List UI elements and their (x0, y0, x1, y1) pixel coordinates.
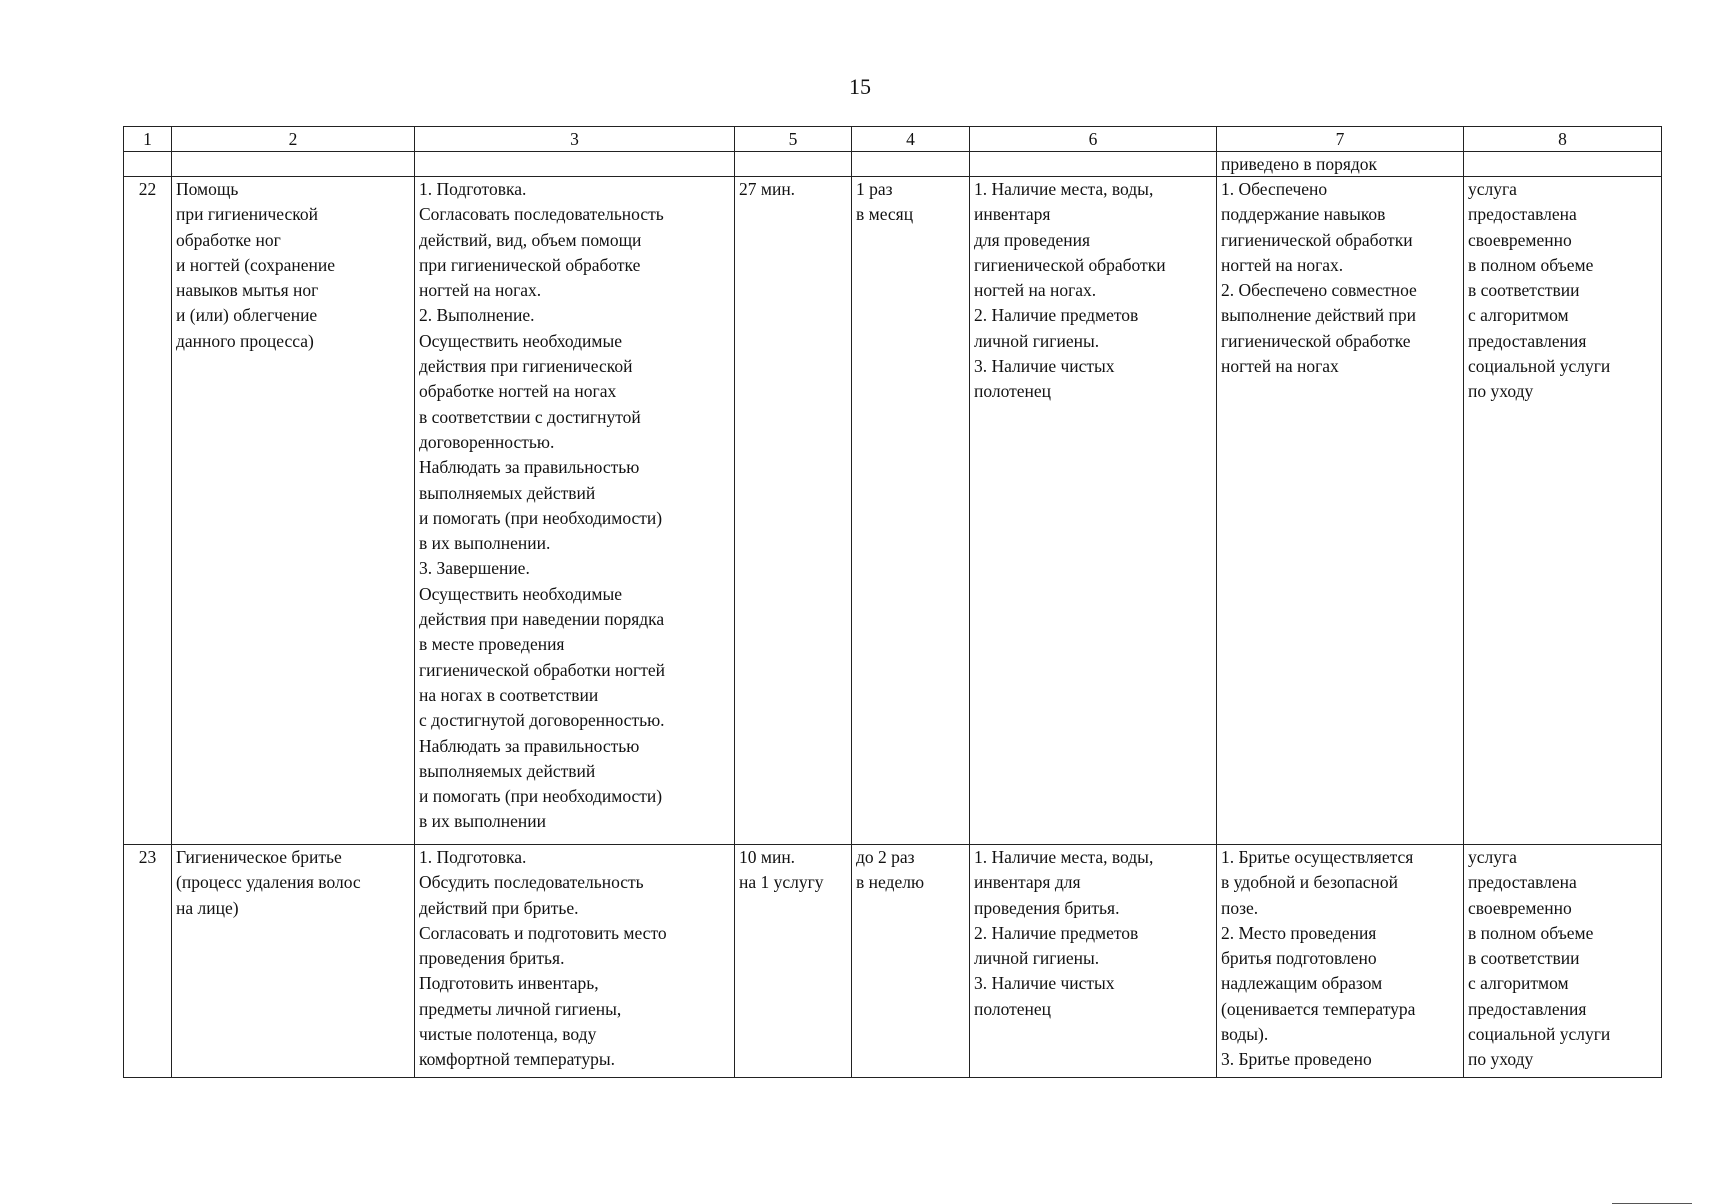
header-cell: 2 (172, 127, 415, 152)
cell-line: в соответствии с достигнутой (419, 406, 641, 427)
cell-line: 1. Обеспечено (1221, 179, 1328, 199)
cell-line: личной гигиены. (974, 330, 1100, 351)
cell-line: данного процесса) (176, 330, 314, 351)
service-results-cell (1217, 177, 1464, 845)
cell-line: ногтей на ногах. (1221, 254, 1344, 275)
cell-line: Осуществить необходимые (419, 583, 622, 604)
cell-line: действия при наведении порядка (419, 609, 665, 630)
cell-line: в полном объеме (1468, 254, 1594, 275)
cell-line: услуга (1468, 847, 1517, 867)
cell-line: 1. Наличие места, воды, (974, 179, 1154, 199)
cell-line: бритья подготовлено (1221, 948, 1377, 969)
header-cell: 3 (415, 127, 735, 152)
cell-line: 1. Бритье осуществляется (1221, 847, 1414, 867)
continuation-row (124, 152, 1662, 177)
cell-line: и помогать (при необходимости) (419, 507, 663, 528)
cell-line: в неделю (856, 872, 925, 893)
page-number: 15 (849, 74, 871, 99)
cell-line: и помогать (при необходимости) (419, 786, 663, 807)
cell-line: поддержание навыков (1221, 204, 1386, 225)
cell-line: 3. Завершение. (419, 558, 530, 579)
cell-line: 27 мин. (739, 179, 796, 199)
continuation-cell (970, 152, 1217, 177)
cell-line: 3. Бритье проведено (1221, 1049, 1372, 1070)
header-cell: 1 (124, 127, 172, 152)
header-cell: 5 (735, 127, 852, 152)
cell-line: 2. Место проведения (1221, 922, 1377, 943)
cell-line: на 1 услугу (739, 872, 824, 893)
cell-line: 3. Наличие чистых (974, 973, 1115, 994)
cell-line: действия при гигиенической (419, 356, 633, 377)
cell-line: 10 мин. (739, 847, 796, 867)
cell-line: Согласовать последовательность (419, 204, 664, 225)
row-number: 22 (124, 177, 172, 845)
cell-line: в месяц (856, 204, 914, 225)
cell-line: и (или) облегчение (176, 305, 318, 326)
cell-line: по уходу (1468, 1049, 1534, 1070)
cell-line: социальной услуги (1468, 1024, 1611, 1045)
cell-line: проведения бритья. (419, 948, 565, 969)
cell-line: в их выполнении. (419, 533, 551, 554)
cell-line: при гигиенической обработке (419, 254, 641, 275)
continuation-cell (172, 152, 415, 177)
table-row (124, 845, 1662, 1078)
row-number: 23 (124, 845, 172, 1078)
cell-line: 2. Выполнение. (419, 305, 535, 326)
service-evaluation-cell (1464, 845, 1662, 1078)
cell-line: предоставлена (1468, 872, 1577, 893)
cell-line: полотенец (974, 381, 1052, 402)
cell-line: в соответствии (1468, 948, 1580, 969)
cell-line: предоставления (1468, 330, 1587, 351)
cell-line: 2. Обеспечено совместное (1221, 280, 1417, 301)
cell-line: Наблюдать за правильностью (419, 735, 640, 756)
cell-line: и ногтей (сохранение (176, 254, 335, 275)
service-frequency-cell (852, 845, 970, 1078)
service-evaluation-cell (1464, 177, 1662, 845)
cell-line: действий, вид, объем помощи (419, 229, 642, 250)
cell-line: надлежащим образом (1221, 973, 1383, 994)
service-time-cell (735, 177, 852, 845)
cell-line: 2. Наличие предметов (974, 305, 1139, 326)
cell-line: проведения бритья. (974, 897, 1120, 918)
cell-line: Осуществить необходимые (419, 330, 622, 351)
cell-line: Наблюдать за правильностью (419, 457, 640, 478)
continuation-cell (735, 152, 852, 177)
cell-line: инвентаря для (974, 872, 1081, 893)
services-table (123, 126, 1662, 1078)
cell-line: 1. Подготовка. (419, 179, 527, 199)
cell-line: предоставления (1468, 998, 1587, 1019)
cell-line: инвентаря (974, 204, 1051, 225)
service-conditions-cell (970, 845, 1217, 1078)
service-frequency-cell (852, 177, 970, 845)
cell-line: договоренностью. (419, 431, 555, 452)
cell-line: для проведения (974, 229, 1091, 250)
cell-line: в полном объеме (1468, 922, 1594, 943)
header-cell: 6 (970, 127, 1217, 152)
cell-line: в удобной и безопасной (1221, 872, 1399, 893)
continuation-cell (124, 152, 172, 177)
cell-line: ногтей на ногах. (974, 280, 1097, 301)
cell-line: 2. Наличие предметов (974, 922, 1139, 943)
cell-line: 1 раз (856, 179, 893, 199)
service-name-cell (172, 845, 415, 1078)
cell-line: чистые полотенца, воду (419, 1024, 597, 1045)
continuation-cell (1464, 152, 1662, 177)
cell-line: полотенец (974, 998, 1052, 1019)
cell-line: (оценивается температура (1221, 998, 1416, 1019)
cell-line: ногтей на ногах (1221, 356, 1339, 377)
cell-line: в месте проведения (419, 634, 565, 655)
service-steps-cell (415, 177, 735, 845)
cell-line: своевременно (1468, 229, 1572, 250)
table-row (124, 177, 1662, 845)
cell-line: по уходу (1468, 381, 1534, 402)
cell-line: услуга (1468, 179, 1517, 199)
cell-line: обработке ногтей на ногах (419, 381, 617, 402)
cell-line: личной гигиены. (974, 948, 1100, 969)
cell-line: до 2 раз (856, 847, 915, 867)
cell-line: Подготовить инвентарь, (419, 973, 599, 994)
cell-line: выполняемых действий (419, 760, 596, 781)
cell-line: выполняемых действий (419, 482, 596, 503)
cell-line: воды). (1221, 1024, 1269, 1045)
cell-line: (процесс удаления волос (176, 872, 361, 893)
header-cell: 8 (1464, 127, 1662, 152)
header-cell: 4 (852, 127, 970, 152)
cell-line: на ногах в соответствии (419, 684, 599, 705)
service-steps-cell (415, 845, 735, 1078)
service-conditions-cell (970, 177, 1217, 845)
continuation-result-cell: приведено в порядок (1217, 152, 1464, 177)
continuation-cell (415, 152, 735, 177)
cell-line: Гигиеническое бритье (176, 847, 342, 867)
cell-line: позе. (1221, 897, 1259, 918)
cell-line: с достигнутой договоренностью. (419, 710, 665, 731)
cell-line: гигиенической обработки (1221, 229, 1413, 250)
cell-line: 1. Подготовка. (419, 847, 527, 867)
cell-line: с алгоритмом (1468, 305, 1569, 326)
cell-line: предметы личной гигиены, (419, 998, 622, 1019)
cell-line: 1. Наличие места, воды, (974, 847, 1154, 867)
cell-line: ногтей на ногах. (419, 280, 542, 301)
cell-line: выполнение действий при (1221, 305, 1416, 326)
cell-line: действий при бритье. (419, 897, 579, 918)
header-cell: 7 (1217, 127, 1464, 152)
cell-line: 3. Наличие чистых (974, 356, 1115, 377)
cell-line: в соответствии (1468, 280, 1580, 301)
cell-line: комфортной температуры. (419, 1049, 615, 1070)
cell-line: Согласовать и подготовить место (419, 922, 667, 943)
cell-line: предоставлена (1468, 204, 1577, 225)
cell-line: навыков мытья ног (176, 280, 319, 301)
service-results-cell (1217, 845, 1464, 1078)
cell-line: социальной услуги (1468, 356, 1611, 377)
service-time-cell (735, 845, 852, 1078)
cell-line: гигиенической обработки (974, 254, 1166, 275)
cell-line: гигиенической обработке (1221, 330, 1411, 351)
cell-line: в их выполнении (419, 811, 546, 832)
cell-line: на лице) (176, 897, 239, 918)
cell-line: обработке ног (176, 229, 281, 250)
cell-line: гигиенической обработки ногтей (419, 659, 666, 680)
cell-line: Обсудить последовательность (419, 872, 644, 893)
cell-line: при гигиенической (176, 204, 318, 225)
cell-line: с алгоритмом (1468, 973, 1569, 994)
cell-line: Помощь (176, 179, 239, 199)
header-row (124, 127, 1662, 152)
service-name-cell (172, 177, 415, 845)
cell-line: своевременно (1468, 897, 1572, 918)
continuation-cell (852, 152, 970, 177)
